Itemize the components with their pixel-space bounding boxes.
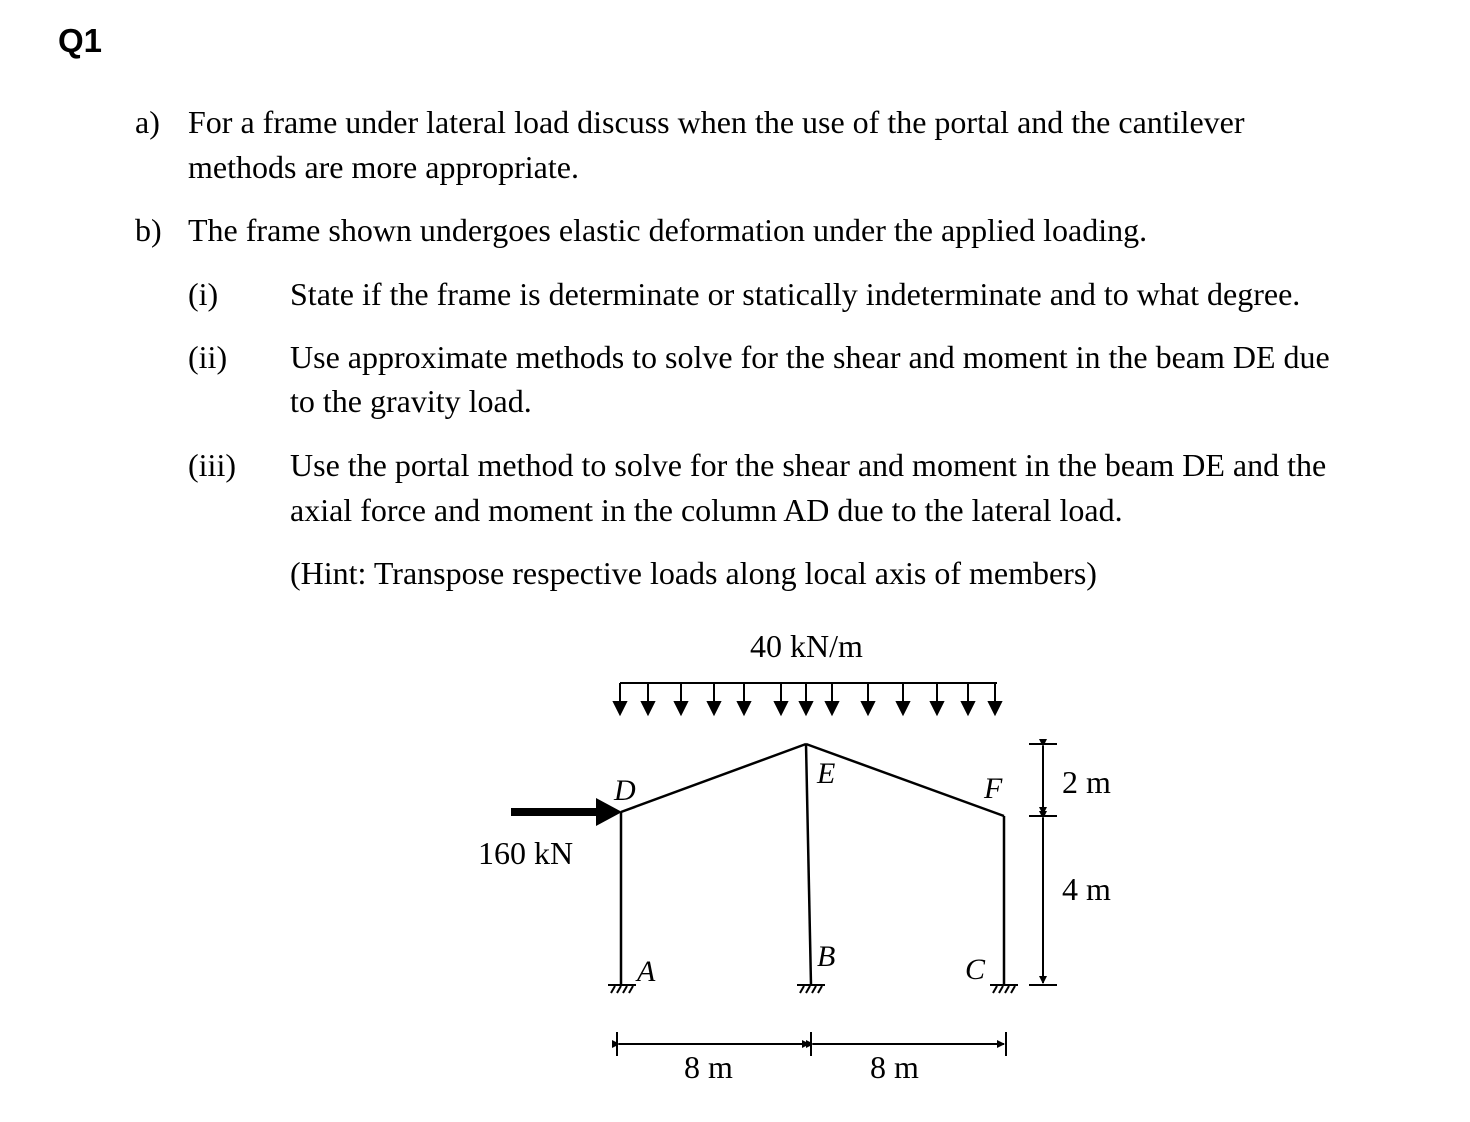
hint-text: (Hint: Transpose respective loads along local axis of members) <box>290 555 1097 591</box>
dim-span-left-label: 8 m <box>684 1049 733 1085</box>
dim-column-height-label: 4 m <box>1062 871 1111 907</box>
distributed-load <box>614 683 1001 714</box>
item-ii-line-1: Use approximate methods to solve for the shear and moment in the beam DE due <box>290 339 1330 375</box>
part-b-intro: The frame shown undergoes elastic deformation under the applied loading. <box>188 212 1148 248</box>
item-ii-line-2: to the gravity load. <box>290 383 532 419</box>
item-iii-marker: (iii) <box>188 447 236 483</box>
node-c-label: C <box>965 953 986 986</box>
item-iii-line-2: axial force and moment in the column AD due to the lateral load. <box>290 492 1123 528</box>
lateral-load-arrow <box>511 798 622 826</box>
horizontal-dimension <box>617 1032 1006 1056</box>
node-a-label: A <box>637 955 656 988</box>
frame-members <box>621 744 1004 985</box>
support-b <box>797 985 825 993</box>
support-a <box>608 985 636 993</box>
node-d-label: D <box>614 774 636 807</box>
item-i-text: State if the frame is determinate or statically indeterminate and to what degree. <box>290 276 1301 312</box>
question-number: Q1 <box>58 22 103 59</box>
dim-span-right-label: 8 m <box>870 1049 919 1085</box>
distributed-load-label: 40 kN/m <box>750 628 863 664</box>
part-a-line-1: For a frame under lateral load discuss when the use of the portal and the cantilever <box>188 104 1245 140</box>
node-f-label: F <box>984 772 1003 805</box>
node-b-label: B <box>817 940 836 973</box>
dim-rise-label: 2 m <box>1062 764 1111 800</box>
node-e-label: E <box>817 757 836 790</box>
vertical-dimension <box>1029 744 1057 985</box>
item-ii-marker: (ii) <box>188 339 228 375</box>
part-b-marker: b) <box>135 212 162 248</box>
part-a-marker: a) <box>135 104 160 140</box>
item-iii-line-1: Use the portal method to solve for the shear and moment in the beam DE and the <box>290 447 1327 483</box>
item-i-marker: (i) <box>188 276 219 312</box>
support-c <box>990 985 1018 993</box>
part-a-line-2: methods are more appropriate. <box>188 149 579 185</box>
lateral-load-label: 160 kN <box>478 835 574 871</box>
